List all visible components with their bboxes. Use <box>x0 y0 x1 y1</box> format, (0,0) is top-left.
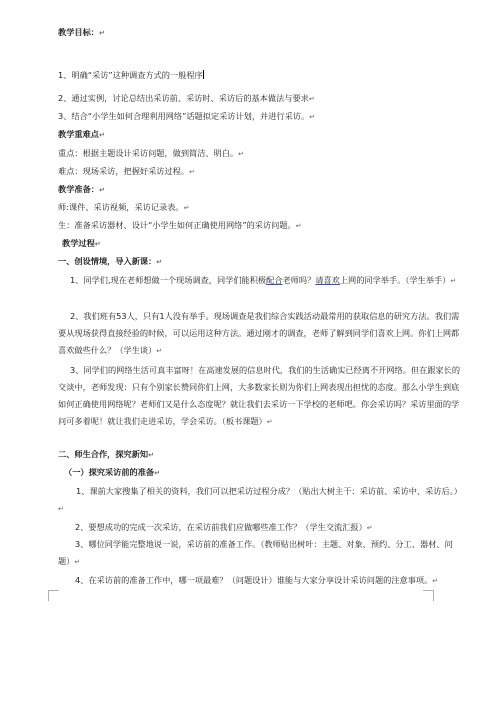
paragraph-mark: ↵ <box>98 29 105 37</box>
underlined-word: 配合 <box>266 275 283 285</box>
teacher-preparation: 师:课件、采访视频，采访记录表。↵ <box>58 202 190 212</box>
paragraph-2: 2、我们班有53人，只有1人没有举手。现场调查是我们综合实践活动最常用的获取信息的研究方法。我们需要从现场获得直接经验的时候，可以运用这种方法。通过刚才的调查，老师了解到同学们喜欢上网。你们上网都喜欢做些什么？（学生谈）↵ <box>58 311 460 355</box>
heading-teaching-goals: 教学目标：↵ <box>58 27 105 37</box>
heading-key-points: 教学重难点↵ <box>58 129 105 139</box>
text-cursor <box>203 70 204 79</box>
student-preparation: 生：准备采访器材、设计“小学生如何正确使用网络”的采访问题。↵ <box>58 220 302 230</box>
heading-teaching-process: 教学过程↵ <box>62 238 101 248</box>
goal-2: 2、通过实例，讨论总结出采访前、采访时、采访后的基本做法与要求↵ <box>58 93 315 103</box>
underlined-word: 请喜欢 <box>315 275 340 285</box>
section-one-heading: 一、创设情境，导入新课：↵ <box>58 256 163 266</box>
key-point: 重点：根据主题设计采访问题，做到简洁、明白。↵ <box>58 148 245 158</box>
question-3: 3、哪位同学能完整地说一说，采访前的准备工作。（教师贴出树叶：主题、对象、预约、分工、器材、问题）↵ <box>58 539 453 566</box>
difficult-point: 难点：现场采访，把握好采访过程。↵ <box>58 166 195 176</box>
heading-preparation: 教学准备：↵ <box>58 184 105 194</box>
subsection-heading: （一）探究采访前的准备↵ <box>64 467 160 477</box>
section-two-heading: 二、师生合作，探究新知↵ <box>58 449 154 459</box>
question-1: 1、课前大家搜集了相关的资料，我们可以把采访过程分成？（贴出大树主干：采访前、采访中、采访后。）↵ <box>58 486 462 513</box>
paragraph-3: 3、同学们的网络生活可真丰富呀！在高速发展的信息时代，我们的生活确实已经离不开网络。但在跟家长的交谈中，老师发现：只有个别家长赞同你们上网，大多数家长则为你们上网表现出担忧的态度。那么小学生到底如何正确使用网络呢？老师们又是什么态度呢？就让我们去采访一下学校的老师吧。你会采访吗？采访里面的学问可多着呢！就让我们走进采访，学会采访。（板书课题）↵ <box>58 365 461 426</box>
page-corner-mark-left <box>48 590 59 601</box>
question-4: 4、在采访前的准备工作中，哪一项最难？（问题设计）谁能与大家分享设计采访问题的注意事项。↵ <box>75 575 439 585</box>
goal-1: 1、明确“采访”这种调查方式的一般程序 <box>58 70 203 80</box>
paragraph-1: 1、同学们,现在老师想做一个现场调查，同学们能积极配合老师吗？请喜欢上网的同学举手。（学生举手）↵ <box>70 275 457 285</box>
question-2: 2、要想成功的完成一次采访，在采访前我们应做哪些准工作？（学生交流汇报）↵ <box>75 522 373 532</box>
goal-3: 3、结合“小学生如何合理利用网络”话题拟定采访计划，并进行采访。↵ <box>58 111 316 121</box>
page-corner-mark-right <box>423 590 434 601</box>
